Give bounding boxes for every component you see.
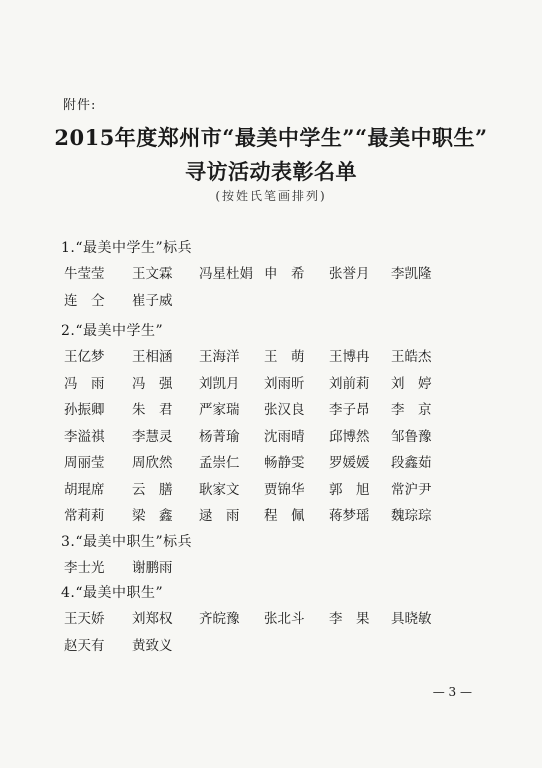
awardee-name: 耿家文: [199, 481, 240, 498]
awardee-name: 朱 君: [132, 402, 173, 418]
awardee-name: 常莉莉: [64, 508, 105, 524]
awardee-name: 张誉月: [329, 266, 370, 282]
awardee-name: 李慧灵: [132, 428, 173, 445]
awardee-name: 梁 鑫: [132, 508, 173, 524]
awardee-name: 魏琮琮: [391, 508, 432, 524]
section-heading: 4.“最美中职生”: [61, 585, 164, 601]
section-heading: 3.“最美中职生”标兵: [61, 534, 193, 550]
page-number: — 3 —: [432, 685, 472, 699]
awardee-name: 邹鲁豫: [391, 428, 432, 445]
awardee-name: 申 希: [264, 266, 305, 282]
awardee-name: 刘 婷: [391, 375, 432, 392]
awardee-name: 孟崇仁: [199, 455, 240, 471]
awardee-name: 王亿梦: [64, 349, 105, 365]
awardee-name: 孙振卿: [64, 402, 105, 418]
awardee-name: 冯 强: [132, 375, 173, 392]
awardee-name: 段鑫茹: [391, 455, 432, 471]
document-subtitle: (按姓氏笔画排列): [215, 189, 327, 203]
awardee-name: 冯星杜娟: [199, 266, 253, 282]
awardee-name: 胡琨席: [64, 481, 105, 498]
awardee-name: 常沪尹: [391, 481, 432, 498]
awardee-name: 李士光: [64, 560, 105, 576]
awardee-name: 云 膳: [132, 481, 173, 498]
awardee-name: 蒋梦瑶: [329, 508, 370, 524]
awardee-name: 李 京: [391, 402, 432, 418]
awardee-name: 刘前莉: [329, 375, 370, 392]
awardee-name: 黄致义: [132, 637, 173, 654]
awardee-name: 王海洋: [199, 349, 240, 365]
awardee-name: 李 果: [329, 611, 370, 627]
awardee-name: 具晓敏: [391, 611, 432, 627]
awardee-name: 沈雨晴: [264, 428, 305, 445]
awardee-name: 李子昂: [329, 402, 370, 418]
section-heading: 2.“最美中学生”: [61, 323, 164, 339]
awardee-name: 冯 雨: [64, 375, 105, 392]
awardee-name: 王文霖: [132, 266, 173, 282]
document-title-line1: 2015年度郑州市“最美中学生”“最美中职生”: [54, 125, 488, 150]
awardee-name: 齐皖豫: [199, 611, 240, 627]
awardee-name: 王天娇: [64, 611, 105, 627]
awardee-name: 张北斗: [264, 611, 305, 627]
awardee-name: 罗媛媛: [329, 455, 370, 471]
awardee-name: 严家瑞: [199, 402, 240, 418]
awardee-name: 周丽莹: [64, 455, 105, 471]
awardee-name: 刘雨昕: [264, 375, 305, 392]
awardee-name: 谢鹏雨: [132, 560, 173, 576]
awardee-name: 杨菁瑜: [199, 428, 240, 445]
document-title-line2: 寻访活动表彰名单: [185, 159, 357, 184]
awardee-name: 程 佩: [264, 508, 305, 524]
awardee-name: 李溢祺: [64, 428, 105, 445]
awardee-name: 邱博然: [329, 428, 370, 445]
awardee-name: 连 仝: [64, 292, 105, 309]
awardee-name: 牛莹莹: [64, 266, 105, 282]
awardee-name: 崔子威: [132, 292, 173, 309]
awardee-name: 王博冉: [329, 349, 370, 365]
awardee-name: 贾锦华: [264, 481, 305, 498]
awardee-name: 王 萌: [264, 349, 305, 365]
section-heading: 1.“最美中学生”标兵: [61, 240, 193, 256]
awardee-name: 周欣然: [132, 455, 173, 471]
awardee-name: 刘郑权: [132, 611, 173, 627]
awardee-name: 李凯隆: [391, 266, 432, 282]
awardee-name: 王皓杰: [391, 349, 432, 365]
attachment-label: 附件:: [63, 98, 97, 113]
awardee-name: 郭 旭: [329, 481, 370, 498]
awardee-name: 张汉良: [264, 402, 305, 418]
awardee-name: 逯 雨: [199, 508, 240, 524]
awardee-name: 赵天有: [64, 637, 105, 654]
awardee-name: 畅静雯: [264, 455, 305, 471]
awardee-name: 刘凯月: [199, 375, 240, 392]
awardee-name: 王相涵: [132, 349, 173, 365]
